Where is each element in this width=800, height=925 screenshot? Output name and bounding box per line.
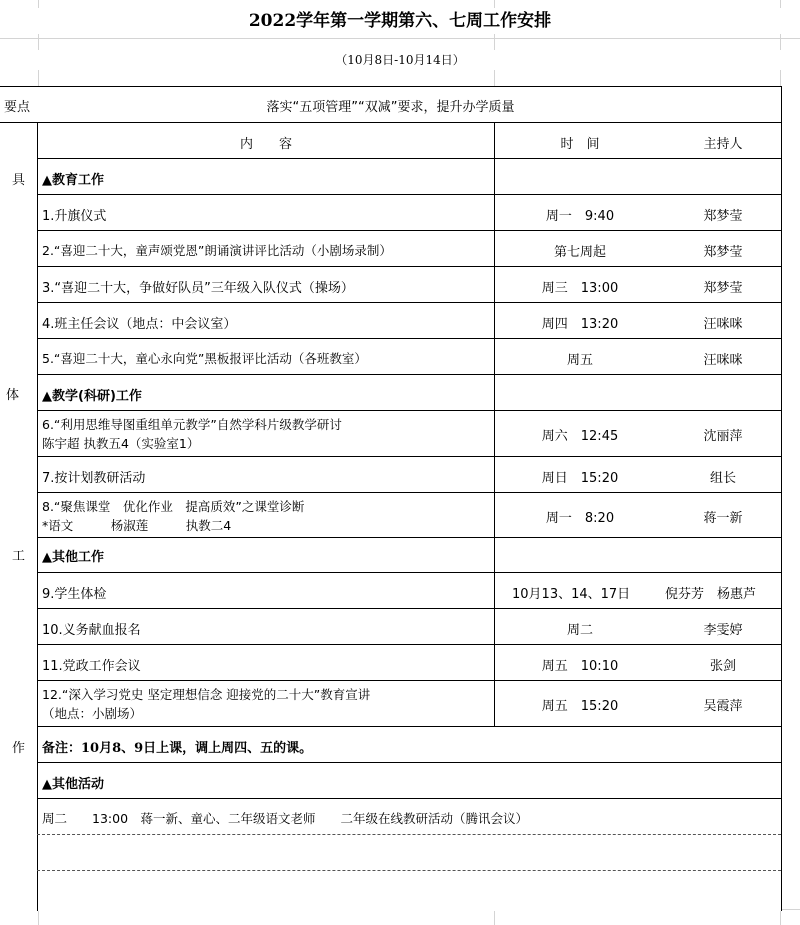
item-time: 第七周起: [553, 245, 606, 260]
item-content: 12.“深入学习党史 坚定理想信念 迎接党的二十大”教育宣讲: [42, 687, 371, 702]
side-label: 工: [12, 549, 26, 564]
item-time: 10月13、14、17日: [512, 587, 631, 602]
item-content: 5.“喜迎二十大，童心永向党”黑板报评比活动（各班教室）: [42, 351, 367, 366]
row-divider: [37, 266, 781, 267]
item-time: 周一 9:40: [545, 209, 615, 224]
item-host: 倪芬芳 杨惠芦: [665, 587, 757, 602]
item-host: 汪咪咪: [703, 317, 743, 332]
item-time: 周日 15:20: [541, 471, 619, 486]
section-heading-other-activities: ▲其他活动: [42, 777, 104, 792]
item-time: 周二: [566, 623, 593, 638]
row-divider: [37, 194, 781, 195]
row-divider: [37, 726, 781, 727]
col-header-content: 内 容: [239, 137, 292, 152]
row-divider: [37, 410, 781, 411]
item-time: 周四 13:20: [541, 317, 619, 332]
row-divider: [37, 537, 781, 538]
row-divider: [37, 572, 781, 573]
row-divider: [37, 158, 781, 159]
item-content: 8.“聚焦课堂 优化作业 提高质效”之课堂诊断: [42, 499, 305, 514]
side-label: 体: [6, 388, 20, 403]
row-divider: [37, 834, 781, 835]
item-host: 吴霞萍: [703, 699, 743, 714]
schedule-table: [0, 86, 782, 911]
key-point-label: 要点: [4, 100, 31, 115]
item-content: 3.“喜迎二十大，争做好队员”三年级入队仪式（操场）: [42, 281, 354, 296]
row-divider: [37, 492, 781, 493]
item-time: 周六 12:45: [541, 429, 619, 444]
item-time: 周五 15:20: [541, 699, 619, 714]
side-label: 作: [12, 741, 26, 756]
side-label: 具: [12, 173, 26, 188]
item-host: 蒋一新: [703, 511, 743, 526]
item-host: 郑梦莹: [703, 209, 743, 224]
item-host: 汪咪咪: [703, 353, 743, 368]
col-header-host: 主持人: [703, 137, 743, 152]
row-divider: [37, 798, 781, 799]
row-divider: [37, 302, 781, 303]
item-content: 陈宇超 执教五4（实验室1）: [42, 436, 200, 451]
row-divider: [37, 456, 781, 457]
row-divider: [37, 230, 781, 231]
note: 备注：10月8、9日上课，调上周四、五的课。: [42, 741, 313, 756]
item-content: 7.按计划教研活动: [42, 471, 146, 486]
gridline: [0, 38, 800, 39]
item-host: 张剑: [709, 659, 736, 674]
row-divider: [37, 374, 781, 375]
activity-line: 周二 13:00 蒋一新、童心、二年级语文老师 二年级在线教研活动（腾讯会议）: [42, 811, 529, 826]
item-content: 2.“喜迎二十大，童声颂党恩”朗诵演讲评比活动（小剧场录制）: [42, 243, 392, 258]
section-heading-other-work: ▲其他工作: [42, 550, 104, 565]
col-header-time: 时 间: [560, 137, 600, 152]
row-divider: [37, 762, 781, 763]
item-host: 郑梦莹: [703, 245, 743, 260]
item-content: 11.党政工作会议: [42, 659, 141, 674]
row-divider: [37, 680, 781, 681]
section-heading-education: ▲教育工作: [42, 173, 104, 188]
item-content: *语文 杨淑莲 执教二4: [42, 518, 232, 533]
item-time: 周三 13:00: [541, 281, 619, 296]
row-divider: [37, 608, 781, 609]
section-heading-teaching: ▲教学(科研)工作: [42, 389, 142, 404]
row-divider: [37, 644, 781, 645]
item-host: 李雯婷: [703, 623, 743, 638]
item-content: 1.升旗仪式: [42, 209, 107, 224]
item-host: 郑梦莹: [703, 281, 743, 296]
item-host: 组长: [709, 471, 736, 486]
row-divider: [37, 870, 781, 871]
item-time: 周五: [566, 353, 593, 368]
date-range: （10月8日-10月14日）: [0, 50, 800, 70]
item-content: 6.“利用思维导图重组单元教学”自然学科片级教学研讨: [42, 417, 342, 432]
item-content: 9.学生体检: [42, 587, 107, 602]
item-time: 周五 10:10: [541, 659, 619, 674]
item-host: 沈丽萍: [703, 429, 743, 444]
item-content: 4.班主任会议（地点：中会议室）: [42, 317, 237, 332]
item-time: 周一 8:20: [545, 511, 615, 526]
item-content: 10.义务献血报名: [42, 623, 141, 638]
item-content: （地点：小剧场）: [42, 706, 143, 721]
column-divider: [37, 123, 38, 911]
key-point-text: 落实“五项管理”“双减”要求，提升办学质量: [266, 100, 515, 115]
row-divider: [37, 338, 781, 339]
row-divider: [0, 122, 781, 123]
page-title: 2022学年第一学期第六、七周工作安排: [0, 8, 800, 34]
